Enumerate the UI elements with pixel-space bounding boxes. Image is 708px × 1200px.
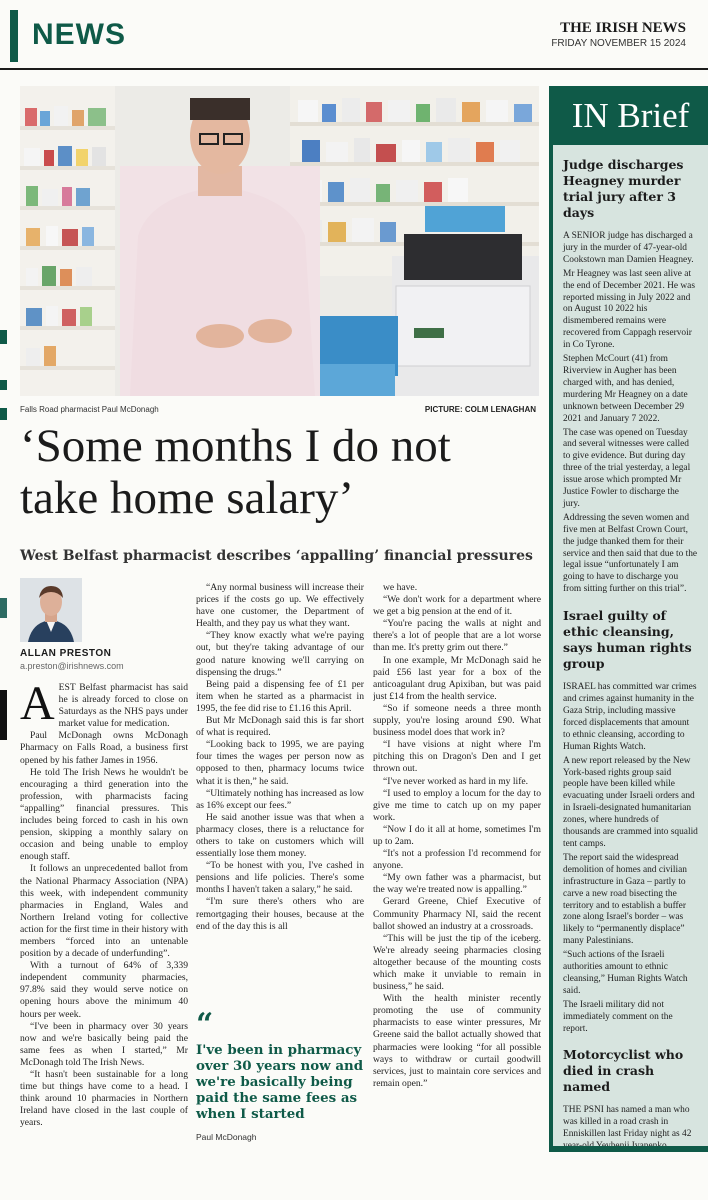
section-accent-bar (10, 10, 18, 62)
article-paragraph: Paul McDonagh owns McDonagh Pharmacy on Falls Road, a business first opened by his father James in 1956. (20, 730, 188, 766)
photo-credit: PICTURE: COLM LENAGHAN (424, 405, 536, 414)
brief-story-paragraph: The case was opened on Tuesday and several witnesses were called to give evidence. But during day three of the trial yesterday, a legal issue arose which prompted Mr Justice Fowler to discharge the jury. (563, 427, 691, 509)
article-paragraph: Gerard Greene, Chief Executive of Community Pharmacy NI, said the recent ballot showed an industry at a crossroads. (373, 896, 541, 932)
article-paragraph: “So if someone needs a three month supply, you're losing around £90. What business model does that work in? (373, 702, 541, 739)
pharmacy-photo-illustration (20, 86, 539, 396)
brief-story-paragraph: Addressing the seven women and five men at Belfast Crown Court, the judge thanked them for their service and then said that due to the legal issue “unfortunately I am going to have to discharge you from sitting further on this trial”. (563, 512, 698, 595)
article-column-3 (373, 582, 541, 1152)
brief-story-headline: Motorcyclist who died in crash named (563, 1047, 684, 1095)
brief-story (553, 1047, 708, 1152)
article-paragraph: “You're pacing the walls at night and there's a lot of people that are a lot worse than me. It's pretty grim out there.” (373, 618, 541, 654)
article-column-2 (196, 582, 364, 1012)
article-paragraph: He told The Irish News he wouldn't be encouraging a third generation into the profession, with pharmacists facing “appalling” financial pressures. This includes being forced to cash in his own pension, skipping a monthly salary on occasion and being unable to employ enough staff. (20, 766, 188, 863)
pull-quote-text: I've been in pharmacy over 30 years now and we're basically being paid the same fees as when I started (196, 1042, 364, 1122)
article-paragraph: “I've been in pharmacy over 30 years now and we're basically being paid the same fees as when I started,” Mr McDonagh told The Irish News. (20, 1020, 188, 1068)
article-paragraph: we have. (383, 582, 418, 593)
brief-story-paragraph: “Such actions of the Israeli authorities amount to ethnic cleansing,” Human Rights Watch said. (563, 950, 688, 996)
edge-mark (0, 690, 7, 740)
brief-story-paragraph: The Israeli military did not immediately comment on the report. (563, 999, 673, 1034)
pull-quote (196, 1007, 364, 1142)
author-email[interactable]: a.preston@irishnews.com (20, 661, 124, 671)
article-headline: ‘Some months I do not take home salary’ (20, 420, 451, 524)
article-paragraph: “This will be just the tip of the iceberg. We're already seeing pharmacies closing altogether because of the mounting costs which make it unviable to remain in business,” he said. (373, 932, 541, 993)
brief-story-paragraph: Stephen McCourt (41) from Riverview in Augher has been charged with, and has denied, murdering Mr Heagney on a date unknown between December 29 2021 and January 7 2022. (563, 354, 688, 424)
article-paragraph-text: EST Belfast pharmacist has said he is already forced to close on Saturdays as the NHS pays under market value for medication. (58, 682, 188, 730)
publication-date: FRIDAY NOVEMBER 15 2024 (551, 38, 686, 49)
brief-story (553, 608, 708, 1035)
brief-story-paragraph: Mr Heagney was last seen alive at the end of December 2021. He was reported missing in July 2022 and on August 10 2022 his dismembered remains were recovered from Cappagh reservoir in Co Tyrone. (563, 268, 695, 351)
article-photo (20, 86, 539, 396)
brief-story-paragraph: THE PSNI has named a man who was killed in a road crash in Enniskillen last Friday night as 42 (563, 1105, 692, 1140)
article-paragraph: “Now I do it all at home, sometimes I'm up to 2am. (373, 823, 541, 847)
pull-quote-attribution: Paul McDonagh (196, 1132, 257, 1142)
article-paragraph: “I'm sure there's others who are remortgaging their houses, because at the end of the day this is all (196, 896, 364, 932)
section-title: NEWS (32, 18, 126, 51)
article-paragraph: But Mr McDonagh said this is far short of what is required. (196, 715, 364, 739)
brief-story-paragraph: A new report released by the New York-based rights group said people have been killed while evacuating under Israeli orders and in Israeli-designated humanitarian zones, where hundreds of thousands are crammed into squalid tent camps. (563, 755, 698, 849)
article-paragraph: “I have visions at night where I'm pitching this on Dragon's Den and I get thrown out. (373, 739, 541, 775)
article-paragraph: “To be honest with you, I've cashed in pensions and life policies. There's some months I haven't taken a salary,” he said. (196, 860, 364, 896)
publication-name: THE IRISH NEWS (560, 20, 686, 36)
brief-story-headline: Judge discharges Heagney murder trial jury after 3 days (563, 157, 684, 220)
drop-cap: A (20, 682, 55, 730)
article-standfirst: West Belfast pharmacist describes ‘appalling’ financial pressures (20, 548, 533, 564)
article-paragraph: “They know exactly what we're paying out, but they're taking advantage of our good nature knowing we'll carrying on dispensing the drugs.” (196, 630, 364, 678)
edge-mark (0, 408, 7, 420)
in-brief-bottom-bar (553, 1146, 708, 1152)
article-paragraph: “My own father was a pharmacist, but the way we're treated now is appalling.” (373, 872, 541, 896)
article-paragraph: With the health minister recently promoting the use of community pharmacists to ease winter pressures, Mr Greene said the ballot actually showed that pharmacies were looking “for all possible ways to withdraw or curtail goodwill services, just to maintain core services and remain open.” (373, 993, 541, 1089)
in-brief-panel (549, 86, 708, 1152)
article-paragraph: “It hasn't been sustainable for a long time but things have come to a head. I think around 10 pharmacies in Northern Ireland have closed in the last couple of years. (20, 1069, 188, 1129)
author-name: ALLAN PRESTON (20, 648, 112, 659)
article-paragraph: He said another issue was that when a pharmacy closes, there is a reluctance for others to take on customers which will essentially lose them money. (196, 811, 364, 860)
brief-story-paragraph: The report said the widespread demolition of homes and civilian infrastructure in Gaza – partly to carve a new road bisecting the territory and to establish a buffer zone along Israel's border – was likely to “permanently displace” many Palestinians. (563, 852, 687, 947)
article-paragraph: “I've never worked as hard in my life. (383, 775, 529, 787)
edge-mark (0, 598, 7, 618)
article-paragraph: In one example, Mr McDonagh said he paid £56 last year for a box of the anticoagulant drug Apixiban, but was paid just £14 from the health service. (373, 654, 541, 702)
article-paragraph: “Ultimately nothing has increased as low as 16% except our fees.” (196, 787, 364, 811)
article-paragraph: “We don't work for a department where we get a big pension at the end of it. (373, 594, 541, 618)
article-paragraph: With a turnout of 64% of 3,339 independent community pharmacies, 97.8% said they would serve notice on opening hours above the minimum 40 hours per week. (20, 960, 188, 1020)
article-paragraph: “I used to employ a locum for the day to give me time to catch up on my paper work. (373, 787, 541, 823)
brief-story-headline: Israel guilty of ethic cleansing, says human rights group (563, 608, 692, 672)
article-paragraph: “Looking back to 1995, we are paying four times the wages per person now as opposed to then, pharmacy locums twice what it is then,” he said. (196, 739, 364, 787)
article-paragraph: “Any normal business will increase their prices if the costs go up. We effectively have one customer, the Department of Health, and they pay us what they want. (196, 582, 364, 630)
brief-story-paragraph: ISRAEL has committed war crimes and crimes against humanity in the Gaza Strip, including massive forced displacements that amount to ethnic cleansing, according to Human Rights Watch. (563, 682, 697, 752)
quote-mark-icon: “ (196, 1007, 214, 1042)
article-paragraph: It follows an unprecedented ballot from the National Pharmacy Association (NPA) this week, with independent community pharmacies in England, Wales and Northern Ireland voting for collective action for the first time in their history with members “forced into an untenable position by a decade of underfunding”. (20, 863, 188, 960)
article-paragraph: “It's not a profession I'd recommend for anyone. (373, 848, 541, 872)
article-paragraph: Being paid a dispensing fee of £1 per item when he started as a pharmacist in 1995, the fee did rise to £1.16 this April. (196, 678, 364, 714)
author-avatar (20, 578, 82, 642)
photo-caption: Falls Road pharmacist Paul McDonagh (20, 405, 159, 414)
in-brief-stories (553, 157, 708, 1152)
edge-mark (0, 330, 7, 344)
article-column-1 (20, 682, 188, 1152)
brief-story-paragraph: A SENIOR judge has discharged a jury in the murder of 47-year-old Cookstown man Damien Heagney. (563, 231, 694, 265)
page-header (0, 0, 708, 70)
brief-story (553, 157, 708, 596)
edge-mark (0, 380, 7, 390)
article-paragraph (20, 682, 188, 730)
in-brief-title: IN Brief (553, 86, 708, 145)
